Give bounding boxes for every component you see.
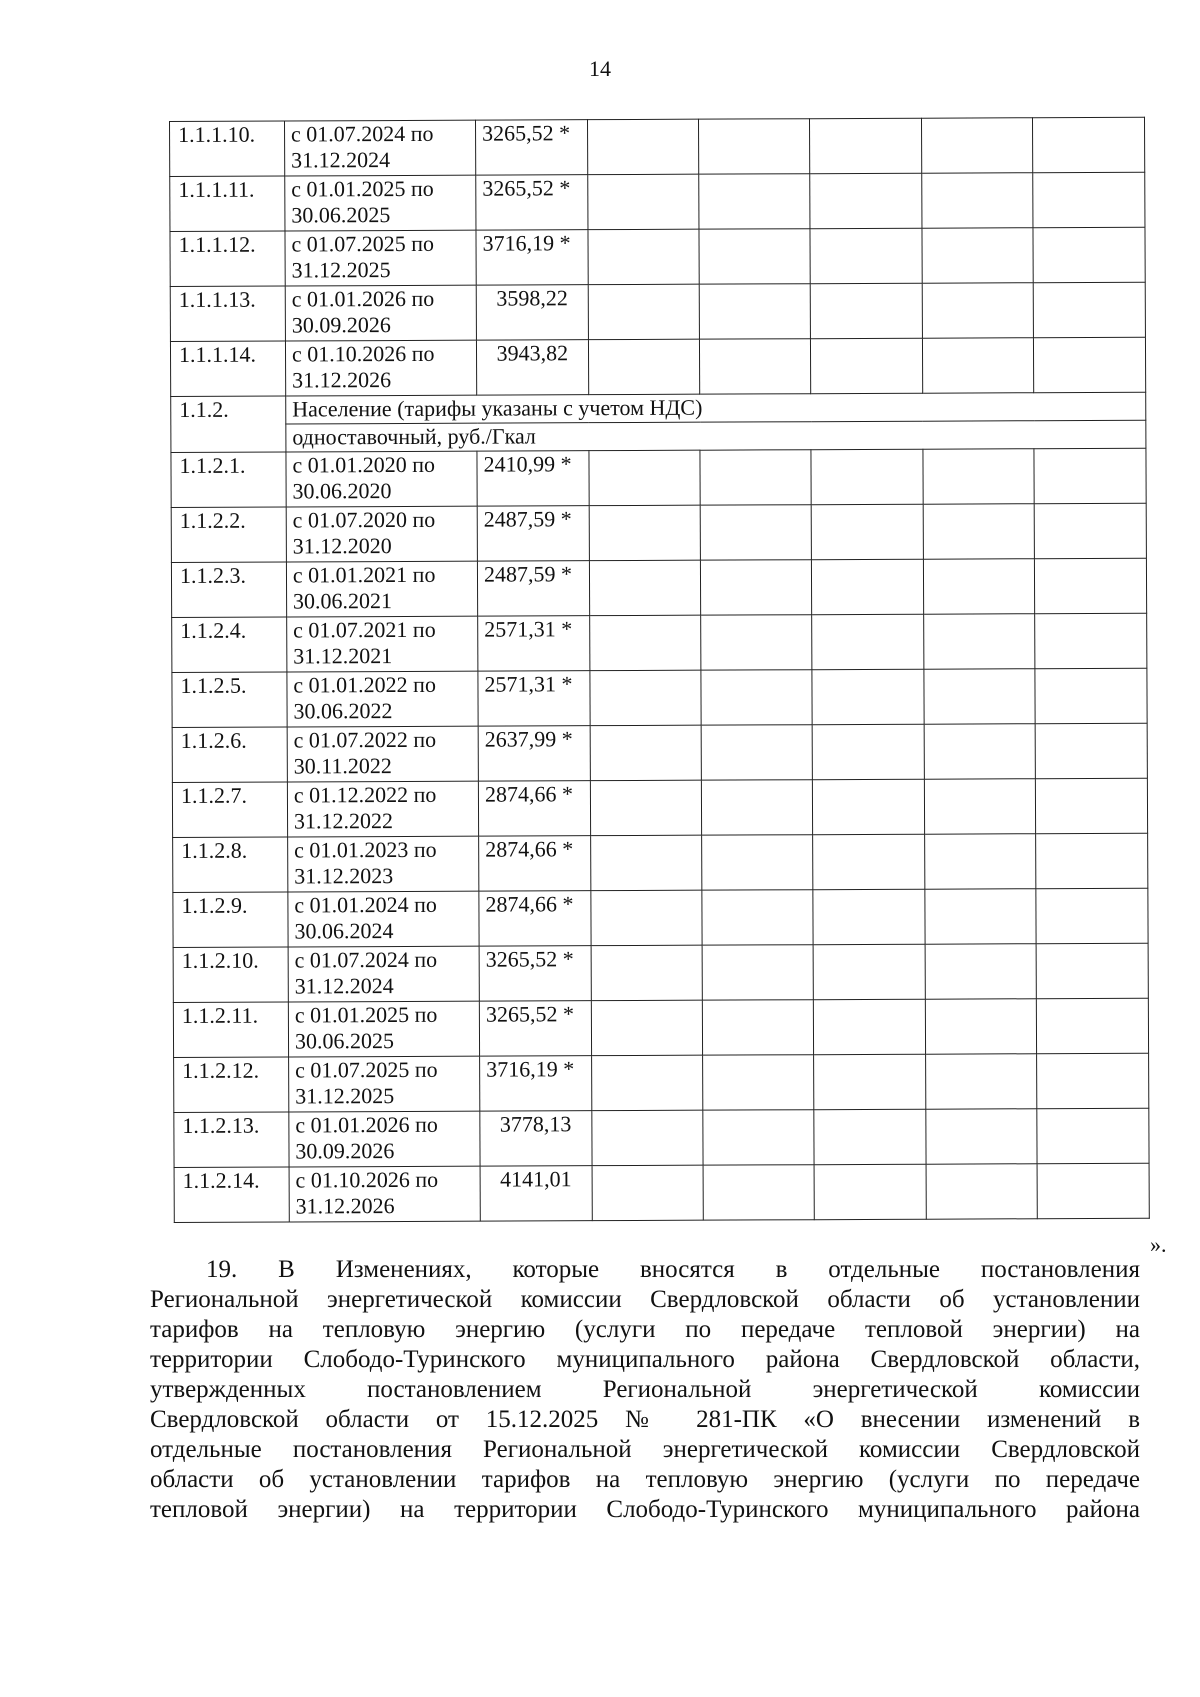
section-title: Население (тарифы указаны с учетом НДС) [286,392,1146,424]
period-end: 31.12.2026 [295,1193,395,1219]
tariff-value: 2874,66 * [479,891,591,946]
row-number: 1.1.2.11. [173,1002,288,1058]
empty-cell [810,173,922,228]
empty-cell [925,944,1037,999]
empty-cell [1035,558,1147,613]
paragraph-line: утвержденных постановлением Региональной энергетической комиссии [150,1376,1140,1403]
empty-cell [926,1109,1038,1164]
period-start: с 01.07.2025 по [294,1056,438,1083]
row-number: 1.1.2.7. [172,782,287,838]
period-end: 31.12.2024 [294,973,394,999]
period-cell [285,175,476,231]
period-end: 30.06.2020 [292,478,392,504]
period-end: 31.12.2022 [293,808,394,834]
empty-cell [1035,503,1147,558]
empty-cell [813,834,925,889]
empty-cell [701,780,813,835]
empty-cell [702,1000,814,1055]
tariff-value: 3265,52 * [476,175,588,230]
empty-cell [591,945,703,1000]
period-start: с 01.07.2024 по [294,946,438,973]
empty-cell [702,890,814,945]
empty-cell [1036,888,1148,943]
tariff-value: 3598,22 [476,285,588,340]
tariff-value: 2487,59 * [477,561,589,616]
period-cell [288,836,479,892]
paragraph-line: тепловой энергии) на территории Слободо-Туринского муниципального района [150,1496,1140,1523]
empty-cell [925,834,1037,889]
row-number: 1.1.1.12. [170,231,285,287]
period-cell [287,726,478,782]
period-start: с 01.01.2026 по [295,1111,438,1138]
empty-cell [814,1109,926,1164]
empty-cell [699,284,811,339]
period-start: с 01.01.2023 по [294,836,437,863]
table-row [170,117,1145,176]
tariff-value: 4141,01 [480,1166,592,1221]
empty-cell [1034,337,1146,392]
table-row [174,1053,1149,1112]
empty-cell [923,504,1035,559]
paragraph-line: Свердловской области от 15.12.2025 № 281-ПК «О внесении изменений в [150,1406,1140,1433]
empty-cell [1033,172,1145,227]
empty-cell [1034,282,1146,337]
empty-cell [703,1165,815,1220]
empty-cell [924,779,1036,834]
period-end: 30.11.2022 [293,753,392,779]
empty-cell [812,669,924,724]
table-row [173,998,1148,1057]
period-cell [286,506,477,562]
empty-cell [811,449,923,504]
empty-cell [589,505,701,560]
paragraph-19 [150,1255,1140,1525]
empty-cell [591,1110,703,1165]
period-start: с 01.10.2026 по [295,1166,439,1193]
empty-cell [587,119,699,174]
tariff-value: 2874,66 * [478,781,590,836]
row-number: 1.1.2.4. [172,617,287,673]
empty-cell [1036,833,1148,888]
period-start: с 01.12.2022 по [293,781,437,808]
paragraph-line: Региональной энергетической комиссии Свердловской области об установлении [150,1286,1140,1313]
empty-cell [924,614,1036,669]
tariff-value: 3265,52 * [479,1001,591,1056]
empty-cell [588,284,700,339]
empty-cell [591,1000,703,1055]
period-end: 31.12.2025 [295,1083,395,1109]
period-cell [285,230,476,286]
table-row [173,943,1148,1002]
empty-cell [811,283,923,338]
empty-cell [922,338,1034,393]
period-start: с 01.10.2026 по [291,340,435,367]
row-number: 1.1.2.5. [172,672,287,728]
row-number: 1.1.1.10. [170,121,285,177]
period-end: 31.12.2026 [291,367,392,393]
empty-cell [922,228,1034,283]
period-end: 30.06.2022 [293,698,393,724]
empty-cell [812,504,924,559]
period-end: 31.12.2024 [291,147,391,173]
paragraph-line: территории Слободо-Туринского муниципального района Свердловской области, [150,1346,1140,1373]
empty-cell [811,338,923,393]
empty-cell [701,670,813,725]
empty-cell [1038,1163,1150,1218]
row-number: 1.1.2.13. [174,1112,289,1168]
empty-cell [588,339,700,394]
table-row [171,558,1146,617]
period-start: с 01.07.2025 по [291,230,435,257]
empty-cell [1034,448,1146,503]
empty-cell [813,889,925,944]
empty-cell [699,339,811,394]
row-number: 1.1.2.10. [173,947,288,1003]
table-row [170,282,1145,341]
empty-cell [813,779,925,834]
empty-cell [922,173,1034,228]
period-cell [287,671,478,727]
period-end: 30.06.2021 [292,588,393,614]
row-number: 1.1.2.9. [173,892,288,948]
section-unit: одноставочный, руб./Гкал [286,420,1146,452]
closing-quote: ». [1150,1232,1167,1257]
page-number: 14 [589,56,611,81]
tariff-value: 2874,66 * [479,836,591,891]
period-cell [286,561,477,617]
empty-cell [814,1054,926,1109]
period-start: с 01.07.2020 по [292,506,436,533]
table-row [173,888,1148,947]
period-start: с 01.07.2024 по [290,120,434,147]
empty-cell [699,229,811,284]
empty-cell [589,615,701,670]
period-end: 31.12.2025 [291,257,391,283]
empty-cell [925,889,1037,944]
period-start: с 01.01.2022 по [293,671,436,698]
table-row [174,1163,1149,1222]
period-cell [286,451,477,507]
tariff-value: 3716,19 * [476,230,588,285]
paragraph-line: тарифов на тепловую энергию (услуги по передаче тепловой энергии) на [150,1316,1140,1343]
tariff-value: 2410,99 * [477,451,589,506]
empty-cell [699,174,811,229]
empty-cell [1037,943,1149,998]
tariff-value: 3716,19 * [480,1056,592,1111]
row-number: 1.1.1.11. [170,176,285,232]
empty-cell [698,119,810,174]
section-number: 1.1.2. [171,396,286,453]
empty-cell [815,1164,927,1219]
period-cell [289,1111,480,1167]
row-number: 1.1.2.2. [171,507,286,563]
period-start: с 01.01.2025 по [294,1001,438,1028]
empty-cell [588,450,700,505]
empty-cell [1035,668,1147,723]
table-row [172,613,1147,672]
empty-cell [1033,117,1145,172]
row-number: 1.1.2.12. [174,1057,289,1113]
paragraph-line: области об установлении тарифов на тепловую энергию (услуги по передаче [150,1466,1140,1493]
row-number: 1.1.2.1. [171,452,286,508]
period-start: с 01.07.2021 по [293,616,436,643]
empty-cell [700,560,812,615]
section-header-row [171,392,1146,424]
empty-cell [590,725,702,780]
tariff-value: 2571,31 * [478,616,590,671]
period-cell [288,1001,479,1057]
period-cell [287,616,478,672]
empty-cell [701,725,813,780]
tariff-value: 2571,31 * [478,671,590,726]
empty-cell [1036,723,1148,778]
empty-cell [923,559,1035,614]
empty-cell [703,1055,815,1110]
empty-cell [1035,613,1147,668]
period-end: 30.06.2025 [294,1028,394,1054]
empty-cell [921,118,1033,173]
table-row [171,448,1146,507]
section-subheader-row [171,420,1146,452]
table-row [170,337,1145,396]
period-start: с 01.01.2020 по [292,451,436,478]
period-end: 30.09.2026 [295,1138,395,1164]
empty-cell [700,505,812,560]
period-cell [288,946,479,1002]
table-row [173,833,1148,892]
empty-cell [1036,778,1148,833]
row-number: 1.1.2.14. [174,1167,289,1223]
empty-cell [1037,998,1149,1053]
table-row [170,227,1145,286]
period-end: 31.12.2021 [293,643,393,669]
empty-cell [812,614,924,669]
empty-cell [812,559,924,614]
row-number: 1.1.2.8. [173,837,288,893]
empty-cell [922,283,1034,338]
period-end: 31.12.2023 [294,863,394,889]
row-number: 1.1.2.3. [171,562,286,618]
empty-cell [810,118,922,173]
period-cell [285,285,476,341]
period-cell [285,340,476,396]
empty-cell [702,835,814,890]
period-cell [284,120,475,176]
empty-cell [1037,1108,1149,1163]
empty-cell [926,1054,1038,1109]
empty-cell [814,999,926,1054]
table-row [172,723,1147,782]
period-end: 30.09.2026 [291,312,391,338]
empty-cell [925,999,1037,1054]
tariff-table [169,117,1150,1223]
empty-cell [703,1110,815,1165]
empty-cell [813,724,925,779]
empty-cell [1037,1053,1149,1108]
empty-cell [589,560,701,615]
empty-cell [589,670,701,725]
table-row [170,172,1145,231]
empty-cell [702,945,814,1000]
row-number: 1.1.1.14. [170,341,285,397]
period-cell [287,781,478,837]
period-start: с 01.01.2024 по [294,891,437,918]
empty-cell [814,944,926,999]
period-end: 31.12.2020 [292,533,392,559]
empty-cell [700,450,812,505]
empty-cell [923,449,1035,504]
empty-cell [810,228,922,283]
period-start: с 01.01.2025 по [291,175,434,202]
tariff-value: 3778,13 [480,1111,592,1166]
paragraph-line: 19. В Изменениях, которые вносятся в отдельные постановления [206,1256,1140,1283]
period-start: с 01.07.2022 по [293,726,437,753]
row-number: 1.1.2.6. [172,727,287,783]
period-cell [288,891,479,947]
tariff-value: 2487,59 * [477,506,589,561]
tariff-value: 3943,82 [476,340,588,395]
table-row [171,503,1146,562]
empty-cell [701,615,813,670]
empty-cell [924,669,1036,724]
empty-cell [587,174,699,229]
empty-cell [591,1055,703,1110]
period-start: с 01.01.2026 по [291,285,435,312]
empty-cell [590,835,702,890]
empty-cell [587,229,699,284]
period-start: с 01.01.2021 по [292,561,436,588]
period-end: 30.06.2025 [291,202,391,228]
paragraph-line: отдельные постановления Региональной энергетической комиссии Свердловской [150,1436,1140,1463]
empty-cell [592,1165,704,1220]
period-cell [289,1166,480,1222]
empty-cell [590,890,702,945]
period-cell [288,1056,479,1112]
tariff-value: 3265,52 * [476,120,588,175]
empty-cell [1033,227,1145,282]
empty-cell [924,724,1036,779]
table-row [172,778,1147,837]
table-row [172,668,1147,727]
row-number: 1.1.1.13. [170,286,285,342]
empty-cell [590,780,702,835]
period-end: 30.06.2024 [294,918,394,944]
table-row [174,1108,1149,1167]
tariff-value: 2637,99 * [478,726,590,781]
empty-cell [926,1164,1038,1219]
tariff-value: 3265,52 * [479,946,591,1001]
